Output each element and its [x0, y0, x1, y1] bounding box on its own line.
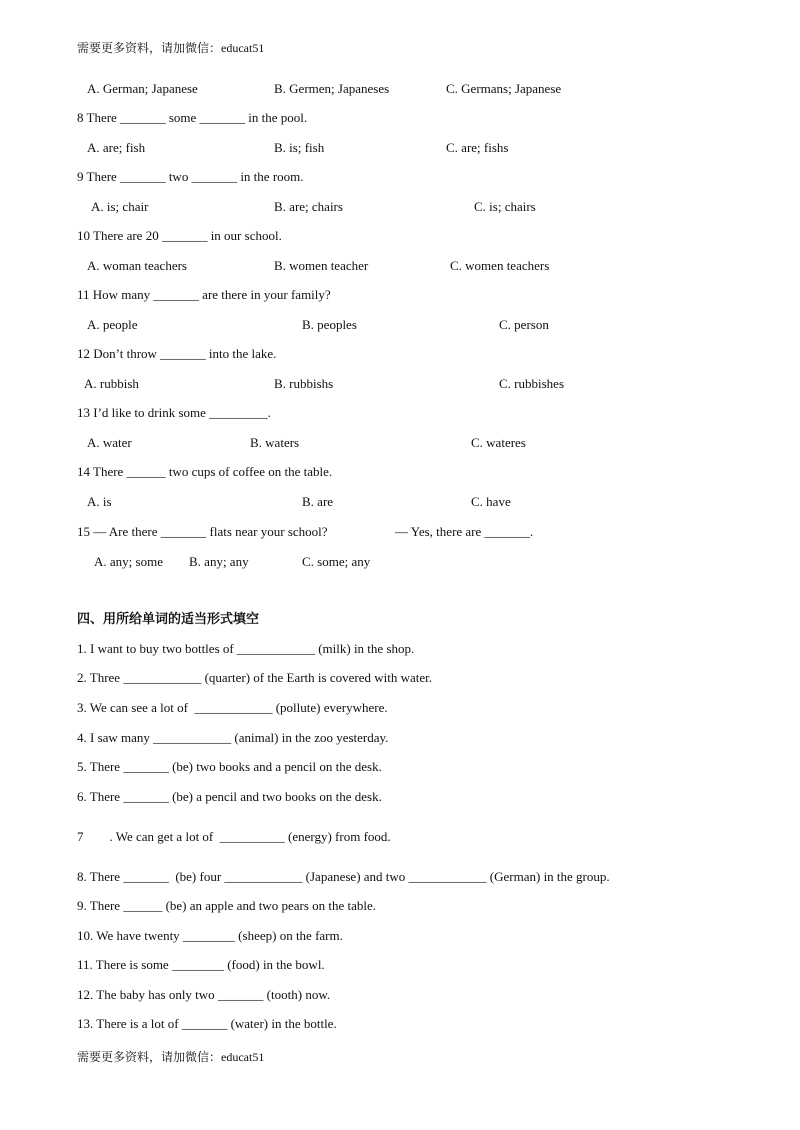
q14-option-b: B. are [302, 494, 334, 509]
q10-option-b: B. women teacher [274, 258, 369, 273]
q10-option-a: A. woman teachers [87, 258, 187, 273]
q9-option-b: B. are; chairs [274, 199, 343, 214]
fill-item-4: 4. I saw many ____________ (animal) in the zoo yesterday. [77, 730, 389, 745]
fill-item-1: 1. I want to buy two bottles of ____________ (milk) in the shop. [77, 641, 415, 656]
q12-option-b: B. rubbishs [274, 376, 334, 391]
q9-option-c: C. is; chairs [474, 199, 536, 214]
fill-item-7: 7 . We can get a lot of __________ (energy) from food. [77, 829, 391, 844]
page-footer: 需要更多资料，请加微信：educat51 [77, 1050, 265, 1064]
q14-option-c: C. have [471, 494, 511, 509]
q12-question: 12 Don’t throw _______ into the lake. [77, 346, 277, 361]
fill-item-8: 8. There _______ (be) four ____________ (Japanese) and two ____________ (German) in the group. [77, 869, 610, 884]
q9-question: 9 There _______ two _______ in the room. [77, 169, 304, 184]
q15-answer: — Yes, there are _______. [395, 524, 534, 539]
q11-option-c: C. person [499, 317, 549, 332]
q7-option-b: B. Germen; Japaneses [274, 81, 390, 96]
q15-option-b: B. any; any [189, 554, 249, 569]
q12-option-a: A. rubbish [84, 376, 139, 391]
q11-option-b: B. peoples [302, 317, 357, 332]
q14-question: 14 There ______ two cups of coffee on the table. [77, 464, 333, 479]
q12-option-c: C. rubbishes [499, 376, 564, 391]
fill-item-13: 13. There is a lot of _______ (water) in the bottle. [77, 1016, 337, 1031]
fill-item-2: 2. Three ____________ (quarter) of the Earth is covered with water. [77, 670, 432, 685]
q11-question: 11 How many _______ are there in your family? [77, 287, 331, 302]
q9-option-a: A. is; chair [91, 199, 149, 214]
q15-option-a: A. any; some [94, 554, 163, 569]
fill-item-5: 5. There _______ (be) two books and a pencil on the desk. [77, 759, 382, 774]
q13-option-c: C. wateres [471, 435, 526, 450]
q8-option-a: A. are; fish [87, 140, 146, 155]
q13-option-a: A. water [87, 435, 132, 450]
q11-option-a: A. people [87, 317, 138, 332]
q10-option-c: C. women teachers [450, 258, 550, 273]
q15-question: 15 — Are there _______ flats near your school? [77, 524, 328, 539]
q8-option-c: C. are; fishs [446, 140, 509, 155]
fill-item-11: 11. There is some ________ (food) in the bowl. [77, 957, 325, 972]
q8-option-b: B. is; fish [274, 140, 325, 155]
q13-option-b: B. waters [250, 435, 300, 450]
q14-option-a: A. is [87, 494, 112, 509]
fill-item-12: 12. The baby has only two _______ (tooth) now. [77, 987, 331, 1002]
q15-option-c: C. some; any [302, 554, 371, 569]
q10-question: 10 There are 20 _______ in our school. [77, 228, 282, 243]
section-4-title: 四、用所给单词的适当形式填空 [77, 612, 260, 627]
fill-item-10: 10. We have twenty ________ (sheep) on the farm. [77, 928, 343, 943]
q7-option-a: A. German; Japanese [87, 81, 198, 96]
q8-question: 8 There _______ some _______ in the pool. [77, 110, 308, 125]
q13-question: 13 I’d like to drink some _________. [77, 405, 271, 420]
page-header: 需要更多资料，请加微信：educat51 [77, 41, 265, 55]
fill-item-3: 3. We can see a lot of ____________ (pollute) everywhere. [77, 700, 388, 715]
fill-item-6: 6. There _______ (be) a pencil and two books on the desk. [77, 789, 382, 804]
q7-option-c: C. Germans; Japanese [446, 81, 562, 96]
fill-item-9: 9. There ______ (be) an apple and two pears on the table. [77, 898, 377, 913]
